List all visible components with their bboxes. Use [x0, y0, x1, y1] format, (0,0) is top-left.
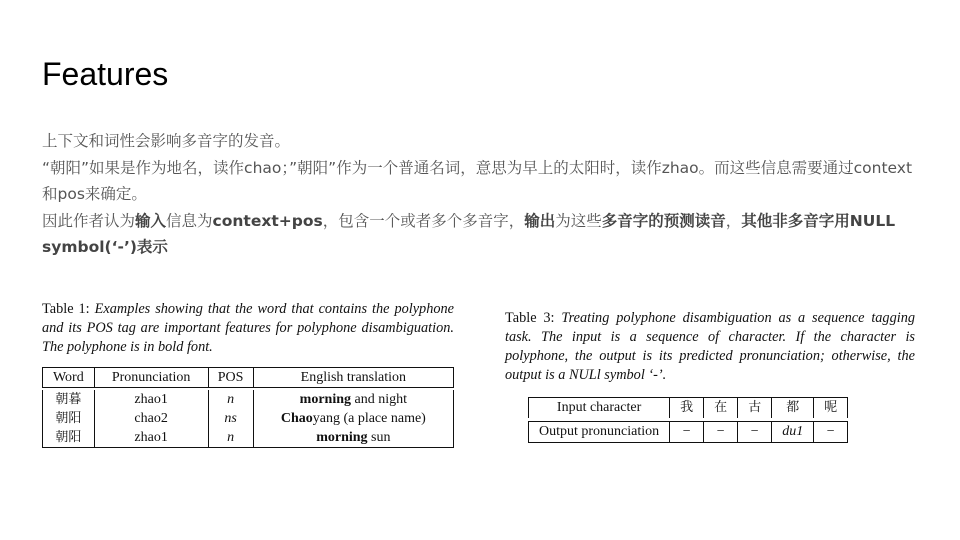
table1-header-word: Word: [43, 368, 95, 388]
input-char-cell: 古: [738, 398, 772, 419]
pos-cell: n: [208, 428, 253, 448]
body-line-2: “朝阳”如果是作为地名，读作chao；”朝阳”作为一个普通名词，意思为早上的太阳时，读作zhao。而这些信息需要通过context和pos来确定。: [42, 158, 913, 203]
output-cell: −: [670, 422, 704, 443]
emphasis-prediction: 多音字的预测读音: [601, 211, 726, 230]
pos-cell: ns: [208, 409, 253, 428]
output-label-cell: Output pronunciation: [529, 422, 670, 443]
output-cell: −: [704, 422, 738, 443]
table3-output-row: [529, 422, 848, 443]
pronunciation-cell: zhao1: [94, 428, 208, 448]
output-cell: −: [814, 422, 848, 443]
table1-caption: Table 1: Examples showing that the word that contains the polyphone and its POS tag are important features for polyphone disambiguation. The polyphone is in bold font.: [42, 301, 455, 355]
input-char-cell: 我: [670, 398, 704, 419]
table3: [528, 397, 848, 443]
table3-caption: Table 3: Treating polyphone disambiguation as a sequence tagging task. The input is a sequence of character. If the character is polyphone, the output is its predicted pronunciation; otherwise, the output is a NULl symbol ‘-’.: [505, 310, 916, 383]
table1: [42, 367, 454, 448]
output-cell: du1: [772, 422, 814, 443]
input-char-cell: 在: [704, 398, 738, 419]
word-cell: 朝阳: [43, 409, 95, 428]
body-line-1: 上下文和词性会影响多音字的发音。: [42, 132, 291, 150]
pronunciation-cell: chao2: [94, 409, 208, 428]
body-line-3: 因此作者认为输入信息为context+pos，包含一个或者多个多音字，输出为这些多音字的预测读音，其他非多音字用NULL symbol(‘-’)表示: [42, 211, 896, 256]
table1-header-translation: English translation: [253, 368, 453, 388]
table1-header-row: [43, 368, 454, 388]
slide-body: [42, 128, 922, 261]
word-cell: 朝暮: [43, 390, 95, 409]
table3-figure: [505, 309, 915, 443]
translation-cell: Chaoyang (a place name): [253, 409, 453, 428]
translation-cell: morning and night: [253, 390, 453, 409]
slide-title: Features: [42, 56, 169, 92]
table1-header-pronunciation: Pronunciation: [94, 368, 208, 388]
table-row: [43, 390, 454, 409]
table-row: [43, 428, 454, 448]
pronunciation-cell: zhao1: [94, 390, 208, 409]
word-cell: 朝阳: [43, 428, 95, 448]
table1-header-pos: POS: [208, 368, 253, 388]
translation-cell: morning sun: [253, 428, 453, 448]
input-char-cell: 都: [772, 398, 814, 419]
output-cell: −: [738, 422, 772, 443]
emphasis-input: 输入: [135, 211, 167, 230]
pos-cell: n: [208, 390, 253, 409]
input-char-cell: 呢: [814, 398, 848, 419]
input-label-cell: Input character: [529, 398, 670, 419]
emphasis-context-pos: context+pos: [212, 211, 323, 230]
table-row: [43, 409, 454, 428]
table1-figure: [42, 300, 454, 448]
emphasis-null-symbol: 其他非多音字用NULL symbol(‘-’)表示: [42, 211, 896, 256]
table3-input-row: [529, 398, 848, 419]
emphasis-output: 输出: [524, 211, 556, 230]
